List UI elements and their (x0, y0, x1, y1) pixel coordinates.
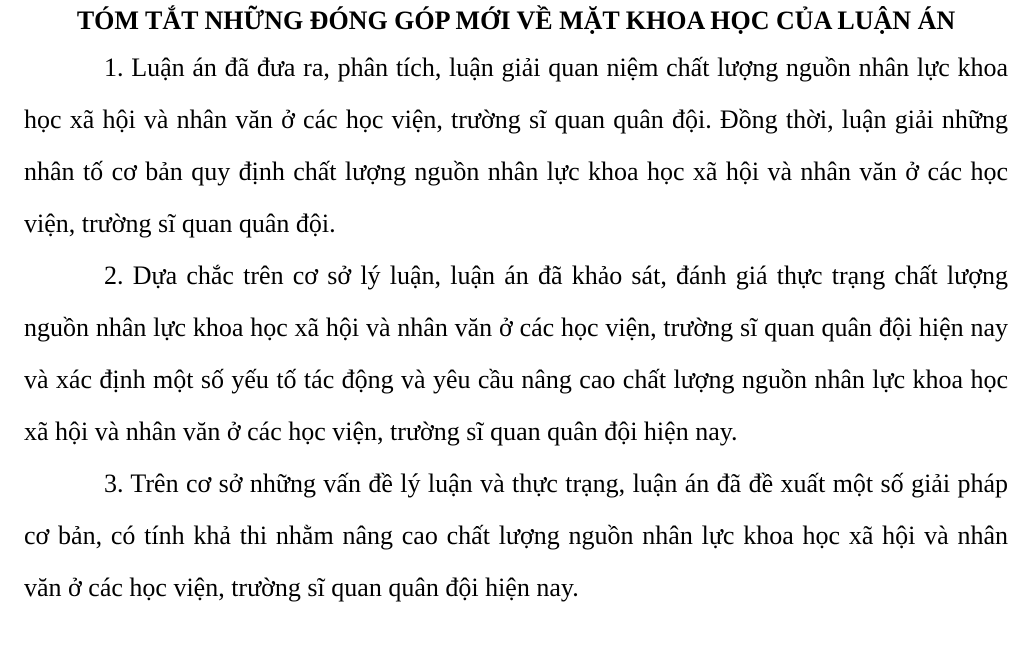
document-title: TÓM TẮT NHỮNG ĐÓNG GÓP MỚI VỀ MẶT KHOA HỌC CỦA LUẬN ÁN (76, 6, 956, 35)
document-page (24, 0, 1008, 614)
contribution-paragraph-2: 2. Dựa chắc trên cơ sở lý luận, luận án đã khảo sát, đánh giá thực trạng chất lượng nguồn nhân lực khoa học xã hội và nhân văn ở các học viện, trường sĩ quan quân đội hiện nay và xác định một số yếu tố tác động và yêu cầu nâng cao chất lượng nguồn nhân lực khoa học xã hội và nhân văn ở các học viện, trường sĩ quan quân đội hiện nay. (24, 261, 1008, 446)
contribution-paragraph-1: 1. Luận án đã đưa ra, phân tích, luận giải quan niệm chất lượng nguồn nhân lực khoa học xã hội và nhân văn ở các học viện, trường sĩ quan quân đội. Đồng thời, luận giải những nhân tố cơ bản quy định chất lượng nguồn nhân lực khoa học xã hội và nhân văn ở các học viện, trường sĩ quan quân đội. (24, 53, 1008, 238)
contribution-paragraph-3: 3. Trên cơ sở những vấn đề lý luận và thực trạng, luận án đã đề xuất một số giải pháp cơ bản, có tính khả thi nhằm nâng cao chất lượng nguồn nhân lực khoa học xã hội và nhân văn ở các học viện, trường sĩ quan quân đội hiện nay. (24, 469, 1008, 602)
